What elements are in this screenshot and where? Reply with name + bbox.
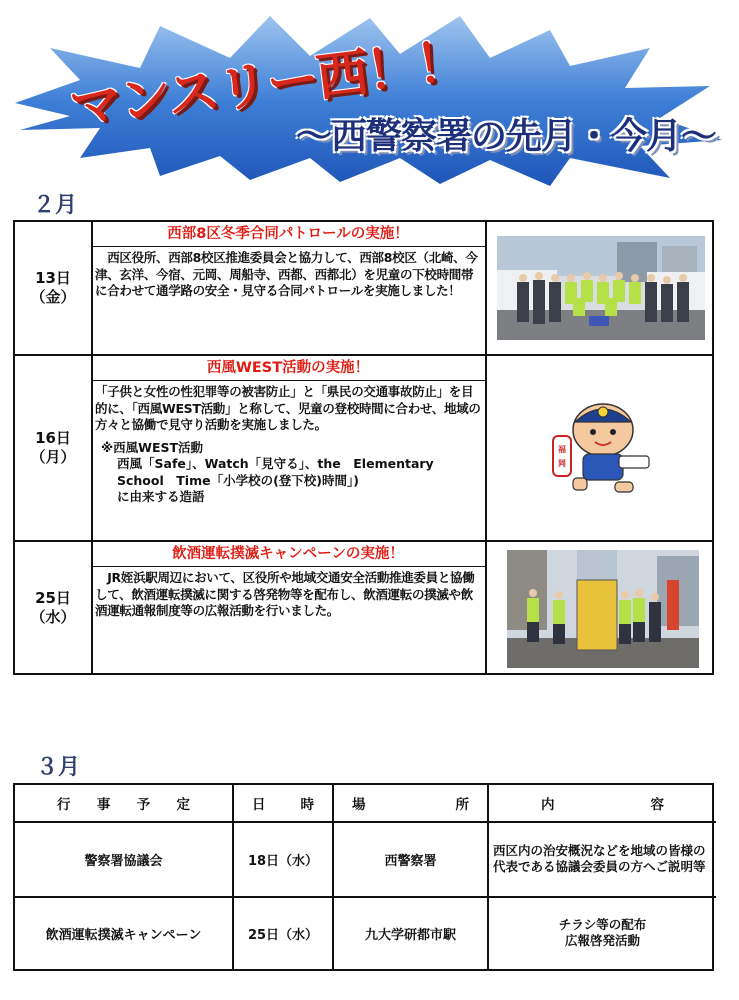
cell-event: 飲酒運転撲滅キャンペーン: [15, 897, 233, 969]
event-body: [91, 356, 487, 540]
february-events-table: [13, 220, 714, 675]
month-label-february: ２月: [33, 193, 78, 218]
event-date: [15, 356, 93, 540]
event-date: [15, 542, 93, 673]
header-place: 場 所: [333, 785, 488, 822]
march-schedule-table: [13, 783, 714, 971]
header-event: 行 事 予 定: [15, 785, 233, 822]
schedule-header-row: [15, 785, 716, 822]
event-day: 25日: [35, 588, 71, 607]
header-content: 内 容: [488, 785, 716, 822]
event-row: [15, 356, 712, 542]
cell-content: チラシ等の配布 広報啓発活動: [488, 897, 716, 969]
police-mascot-illustration: [545, 400, 655, 500]
event-day: 16日: [35, 429, 71, 447]
event-description: JR姪浜駅周辺において、区役所や地域交通安全活動推進委員と協働して、飲酒運転撲滅に関する啓発物等を配布し、飲酒運転の撲滅や飲酒運転通報制度等の広報活動を行いました。: [95, 570, 475, 618]
mascot-badge-char: 岡: [558, 459, 566, 468]
header-date: 日 時: [233, 785, 333, 822]
table-row: [15, 897, 716, 969]
event-photo-cell: [487, 542, 712, 673]
month-label-march: ３月: [36, 755, 81, 780]
event-title: 西風WEST活動の実施！: [91, 356, 485, 381]
event-date: [15, 222, 93, 354]
event-photo-cell: [487, 222, 712, 354]
cell-date: 18日（水）: [233, 822, 333, 897]
note-line: School Time「小学校の(登下校)時間」): [117, 472, 359, 488]
event-body: [91, 542, 487, 673]
event-title: 飲酒運転撲滅キャンペーンの実施！: [91, 542, 485, 567]
event-row: [15, 542, 712, 673]
cell-place: 西警察署: [333, 822, 488, 897]
table-row: [15, 822, 716, 897]
cell-content: 西区内の治安概況などを地域の皆様の代表である協議会委員の方へご説明等: [488, 822, 716, 897]
event-day: 13日: [35, 269, 71, 287]
header-banner: [10, 8, 730, 188]
banner-subtitle: ～西警察署の先月・今月～: [296, 116, 717, 157]
cell-event: 警察署協議会: [15, 822, 233, 897]
event-weekday: （月）: [30, 448, 76, 466]
patrol-group-photo: [497, 236, 705, 340]
cell-place: 九大学研都市駅: [333, 897, 488, 969]
mascot-badge-char: 福: [558, 445, 566, 454]
note-line: に由来する造語: [117, 489, 205, 504]
event-weekday: （水）: [30, 607, 76, 626]
event-description: 西区役所、西部8校区推進委員会と協力して、西部8校区（北崎、今津、玄洋、今宿、元岡、周船寺、西都、西都北）を児童の下校時間帯に合わせて通学路の安全・見守る合同パトロールを実施しました！: [95, 250, 478, 298]
event-row: [15, 222, 712, 356]
event-description: 「子供と女性の性犯罪等の被害防止」と「県民の交通事故防止」を目的に、「西風WEST活動」と称して、児童の登校時間に合わせ、地域の方々と協働で見守り活動を実施しました。: [95, 384, 481, 432]
banner-title: マンスリー西！！: [66, 30, 470, 140]
event-note: [91, 434, 485, 506]
note-line: 西風「Safe」、Watch「見守る」、the Elementary: [117, 456, 434, 471]
event-body: [91, 222, 487, 354]
note-heading: ※西風WEST活動: [101, 439, 204, 455]
cell-date: 25日（水）: [233, 897, 333, 969]
event-photo-cell: [487, 356, 712, 540]
event-weekday: （金）: [30, 288, 76, 306]
campaign-street-photo: [507, 550, 699, 668]
event-title: 西部8区冬季合同パトロールの実施！: [91, 222, 485, 247]
